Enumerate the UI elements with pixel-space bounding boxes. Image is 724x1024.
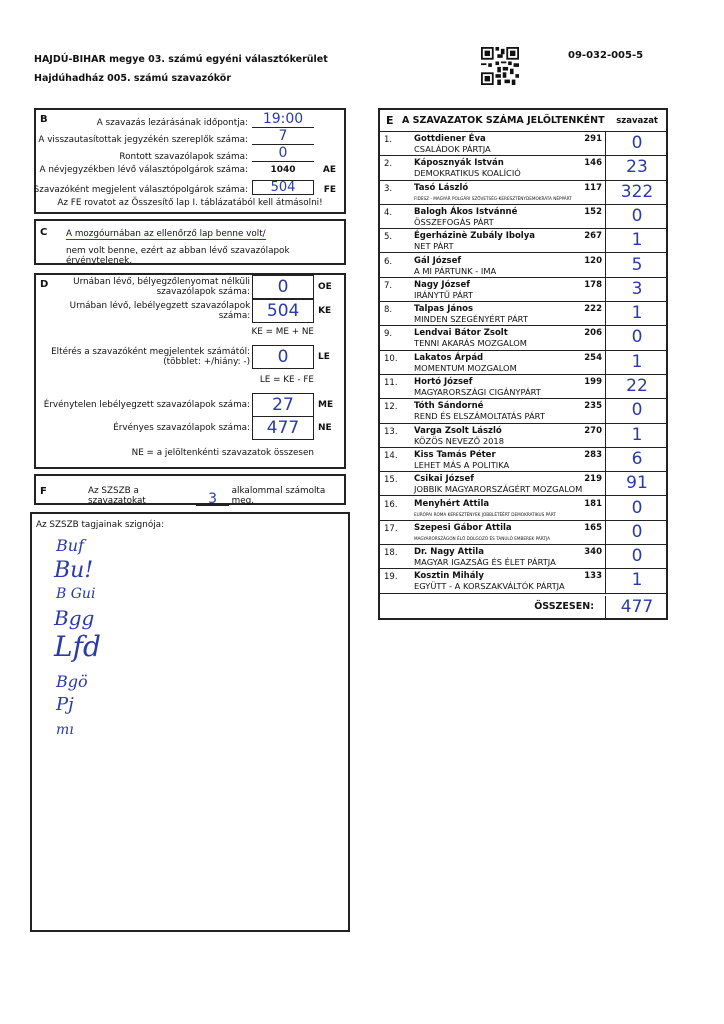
candidate-party: ÖSSZEFOGÁS PÁRT — [414, 216, 494, 227]
candidate-row — [380, 569, 666, 593]
candidate-name: Menyhért Attila — [414, 498, 490, 509]
candidate-name: Kiss Tamás Péter — [414, 449, 496, 460]
candidate-party: A MI PÁRTUNK - IMA — [414, 265, 497, 276]
candidate-number: 3. — [384, 183, 393, 194]
formula-ne: NE = a jelöltenkénti szavazatok összesen — [131, 448, 314, 458]
candidate-id: 133 — [584, 571, 602, 582]
section-b — [34, 108, 346, 214]
candidate-votes-field[interactable]: 23 — [605, 155, 668, 179]
code-fe: FE — [323, 185, 336, 195]
code-oe: OE — [318, 282, 332, 292]
candidate-name: Dr. Nagy Attila — [414, 547, 484, 558]
candidate-votes-field[interactable]: 1 — [605, 423, 668, 447]
candidate-id: 235 — [584, 401, 602, 412]
candidate-party: DEMOKRATIKUS KOALÍCIÓ — [414, 168, 521, 179]
invalid-ballots-row — [44, 393, 338, 417]
total-votes-field[interactable]: 477 — [605, 596, 668, 618]
votes-column-header: szavazat — [616, 116, 658, 126]
count-times-sentence: Az SZSZB a szavazatokat 3 alkalommal számolta meg. — [88, 486, 326, 507]
unstamped-ballots-field[interactable]: 0 — [252, 275, 314, 299]
difference-label: Eltérés a szavazóként megjelentek számától: (többlet: +/hiány: -) — [51, 347, 250, 367]
voters-appeared-field[interactable]: 504 — [252, 180, 314, 195]
table-title: A SZAVAZATOK SZÁMA JELÖLTENKÉNT — [402, 115, 605, 126]
candidate-id: 178 — [584, 279, 602, 290]
candidate-name: Varga Zsolt László — [414, 425, 502, 436]
candidate-votes-table — [378, 108, 668, 620]
section-f — [34, 474, 346, 505]
candidate-votes-field[interactable]: 0 — [605, 544, 668, 568]
candidate-row — [380, 545, 666, 569]
invalid-ballots-label: Érvénytelen lebélyegzett szavazólapok száma: — [43, 400, 250, 410]
formula-le: LE = KE - FE — [259, 375, 314, 385]
candidate-row — [380, 375, 666, 399]
candidate-name: Lakatos Árpád — [414, 352, 484, 363]
candidate-id: 283 — [584, 449, 602, 460]
candidate-row — [380, 278, 666, 302]
candidate-number: 15. — [384, 475, 398, 486]
candidate-name: Nagy József — [414, 279, 470, 290]
unstamped-ballots-row — [73, 275, 338, 299]
spoiled-ballots-label: Rontott szavazólapok száma: — [119, 152, 248, 162]
candidate-name: Hortó József — [414, 377, 473, 387]
section-c — [34, 219, 346, 265]
candidate-id: 291 — [584, 134, 602, 144]
candidate-party: MAGYARORSZÁGI CIGÁNYPÁRT — [414, 387, 541, 397]
signature: Pj — [56, 694, 74, 715]
stamped-ballots-label: Urnában lévő, lebélyegzett szavazólapok száma: — [69, 301, 251, 321]
stamped-ballots-field[interactable]: 504 — [252, 299, 314, 323]
candidate-number: 5. — [384, 232, 393, 243]
voters-appeared-row — [34, 180, 336, 195]
count-times-field[interactable]: 3 — [196, 493, 228, 506]
candidate-votes-field[interactable]: 5 — [605, 253, 668, 277]
candidate-party: TENNI AKARÁS MOZGALOM — [414, 338, 527, 349]
candidate-party: EURÓPAI ROMA KERESZTÉNYEK JOBBLÉTÉÉRT DEMOKRATIKUS PÁRT — [414, 511, 556, 517]
closing-time-field[interactable]: 19:00 — [252, 112, 314, 128]
candidate-votes-field[interactable]: 1 — [605, 568, 668, 592]
candidate-name: Szepesi Gábor Attila — [414, 522, 512, 533]
candidate-votes-field[interactable]: 3 — [605, 277, 668, 301]
candidate-id: 219 — [584, 474, 602, 485]
candidate-party: MINDEN SZEGÉNYÉRT PÁRT — [414, 314, 528, 325]
candidate-name: Talpas János — [414, 304, 474, 315]
candidate-number: 8. — [384, 305, 393, 316]
candidate-number: 10. — [384, 353, 398, 364]
candidate-votes-field[interactable]: 0 — [605, 398, 668, 422]
rejected-count-label: A visszautasítottak jegyzékén szereplők száma: — [38, 135, 248, 145]
candidate-id: 270 — [584, 425, 602, 436]
candidate-row — [380, 205, 666, 229]
candidate-votes-field[interactable]: 22 — [605, 374, 668, 398]
registered-voters-label: A névjegyzékben lévő választópolgárok száma: — [39, 165, 248, 175]
code-ae: AE — [322, 165, 336, 175]
candidate-party: CSALÁDOK PÁRTJA — [414, 144, 491, 154]
closing-time-row — [97, 112, 336, 128]
candidate-number: 1. — [384, 135, 393, 145]
candidate-name: Káposznyák István — [414, 158, 504, 169]
valid-ballots-label: Érvényes szavazólapok száma: — [113, 423, 250, 433]
signature: Bu! — [54, 558, 94, 583]
candidate-party: NET PÁRT — [414, 241, 454, 252]
section-b-letter: B — [40, 114, 48, 125]
candidate-row — [380, 448, 666, 472]
candidate-name: Balogh Ákos Istvánné — [414, 206, 518, 217]
signature: Buf — [56, 536, 84, 555]
candidate-row — [380, 472, 666, 496]
signature: Lfd — [54, 630, 101, 663]
table-header — [380, 110, 666, 132]
code-le: LE — [318, 352, 330, 362]
registered-voters-row — [40, 165, 336, 175]
candidate-name: Csikai József — [414, 474, 474, 485]
candidate-number: 2. — [384, 159, 393, 170]
candidate-votes-field[interactable]: 0 — [605, 496, 668, 520]
candidate-number: 14. — [384, 450, 398, 461]
candidate-votes-field[interactable]: 0 — [605, 325, 668, 349]
candidate-id: 120 — [584, 255, 602, 266]
candidate-id: 181 — [584, 498, 602, 509]
section-d-letter: D — [40, 279, 49, 290]
candidate-number: 12. — [384, 402, 398, 413]
candidate-row — [380, 497, 666, 521]
candidate-party: IRÁNYTŰ PÁRT — [414, 289, 473, 300]
candidate-name: Tóth Sándorné — [414, 401, 484, 412]
candidate-votes-field[interactable]: 6 — [605, 447, 668, 471]
candidate-row — [380, 424, 666, 448]
total-label: ÖSSZESEN: — [534, 601, 594, 612]
section-c-letter: C — [40, 227, 48, 238]
candidate-row — [380, 132, 666, 156]
signatures-title: Az SZSZB tagjainak szignója: — [36, 520, 165, 530]
candidate-party: MOMENTUM MOZGALOM — [414, 362, 517, 373]
section-f-letter: F — [40, 486, 47, 497]
candidate-number: 6. — [384, 256, 393, 267]
signature: Bgö — [56, 672, 88, 691]
polling-station-title: Hajdúhadház 005. számú szavazókör — [34, 73, 232, 84]
document-id: 09-032-005-5 — [568, 50, 644, 61]
candidate-id: 267 — [584, 231, 602, 242]
candidate-votes-field[interactable]: 1 — [605, 350, 668, 374]
rejected-count-field[interactable]: 7 — [252, 129, 314, 145]
candidate-name: Lendvai Bátor Zsolt — [414, 328, 508, 339]
qr-code-icon — [481, 47, 519, 85]
candidate-row — [380, 181, 666, 205]
candidate-party: REND ÉS ELSZÁMOLTATÁS PÁRT — [414, 411, 545, 422]
candidate-name: Kosztin Mihály — [414, 571, 484, 582]
candidate-party: EGYÜTT - A KORSZAKVÁLTÓK PÁRTJA — [414, 581, 565, 592]
candidate-name: Gál József — [414, 255, 462, 266]
rejected-count-row — [38, 129, 336, 145]
candidate-number: 18. — [384, 548, 398, 559]
valid-ballots-row — [113, 416, 338, 440]
spoiled-ballots-row — [119, 146, 336, 162]
candidate-row — [380, 229, 666, 253]
candidate-id: 222 — [584, 304, 602, 315]
candidate-number: 17. — [384, 523, 398, 534]
candidate-row — [380, 302, 666, 326]
signature: Bgg — [54, 606, 95, 630]
candidate-id: 146 — [584, 158, 602, 169]
document-header — [34, 50, 328, 88]
unstamped-ballots-label: Urnában lévő, bélyegzőlenyomat nélküli szavazólapok száma: — [73, 277, 250, 297]
section-d — [34, 273, 346, 469]
spoiled-ballots-field[interactable]: 0 — [252, 146, 314, 162]
fe-copy-note: Az FE rovatot az Összesítő lap I. táblázatából kell átmásolni! — [57, 198, 323, 208]
candidate-number: 9. — [384, 329, 393, 340]
candidate-number: 13. — [384, 426, 398, 437]
mobile-urn-option-was-not[interactable]: nem volt benne, ezért az abban lévő szavazólapok érvénytelenek. — [66, 246, 290, 266]
invalid-ballots-field[interactable]: 27 — [252, 393, 314, 417]
total-row — [380, 596, 666, 618]
candidate-row — [380, 156, 666, 180]
candidate-id: 152 — [584, 206, 602, 217]
candidate-votes-field[interactable]: 1 — [605, 301, 668, 325]
code-ne: NE — [318, 423, 332, 433]
candidate-id: 340 — [584, 547, 602, 558]
candidate-id: 206 — [584, 328, 602, 339]
candidate-votes-field[interactable]: 0 — [605, 131, 668, 155]
signatures-box — [30, 512, 350, 932]
signature: B Gui — [56, 586, 96, 602]
candidate-name: Tasó László — [414, 182, 469, 193]
candidate-number: 16. — [384, 499, 398, 510]
candidate-party: JOBBIK MAGYARORSZÁGÉRT MOZGALOM — [414, 484, 583, 495]
candidate-votes-field[interactable]: 322 — [605, 180, 668, 204]
code-ke: KE — [318, 306, 332, 316]
candidate-votes-field[interactable]: 0 — [605, 520, 668, 544]
candidate-number: 11. — [384, 378, 398, 388]
valid-ballots-field[interactable]: 477 — [252, 416, 314, 440]
candidate-row — [380, 254, 666, 278]
candidate-id: 165 — [584, 522, 602, 533]
candidate-id: 117 — [584, 182, 602, 193]
formula-ke: KE = ME + NE — [251, 327, 314, 337]
signature: mı — [56, 722, 74, 738]
candidate-number: 7. — [384, 280, 393, 291]
code-me: ME — [318, 400, 334, 410]
registered-voters-value: 1040 — [270, 165, 296, 175]
candidate-votes-field[interactable]: 1 — [605, 228, 668, 252]
candidate-number: 19. — [384, 572, 398, 583]
candidate-row — [380, 326, 666, 350]
candidate-party: FIDESZ - MAGYAR POLGÁRI SZÖVETSÉG-KERESZTÉNYDEMOKRATA NÉPPÁRT — [414, 195, 572, 201]
candidate-number: 4. — [384, 207, 393, 218]
section-e-letter: E — [386, 114, 394, 127]
difference-row — [51, 345, 338, 369]
candidate-party: MAGYARORSZÁGON ÉLŐ DOLGOZÓ ÉS TANULÓ EMBEREK PÁRTJA — [414, 535, 550, 541]
candidate-row — [380, 399, 666, 423]
candidate-party: LEHET MÁS A POLITIKA — [414, 459, 510, 470]
candidate-id: 254 — [584, 352, 602, 363]
candidate-name: Égerházinè Zubály Ibolya — [414, 231, 535, 242]
closing-time-label: A szavazás lezárásának időpontja: — [96, 118, 248, 128]
candidate-name: Gottdiener Éva — [414, 134, 486, 144]
mobile-urn-option-was[interactable]: A mozgóurnában az ellenőrző lap benne volt/ — [66, 229, 266, 239]
candidate-votes-field[interactable]: 91 — [605, 471, 668, 495]
district-title: HAJDÚ-BIHAR megye 03. számú egyéni választókerület — [34, 54, 328, 65]
candidate-party: KÖZÖS NEVEZŐ 2018 — [414, 435, 504, 446]
candidate-id: 199 — [584, 377, 602, 387]
candidate-party: MAGYAR IGAZSÁG ÉS ÉLET PÁRTJA — [414, 557, 556, 568]
candidate-row — [380, 351, 666, 375]
voters-appeared-label: Szavazóként megjelent választópolgárok száma: — [33, 185, 248, 195]
difference-field[interactable]: 0 — [252, 345, 314, 369]
candidate-votes-field[interactable]: 0 — [605, 204, 668, 228]
candidate-row — [380, 521, 666, 545]
stamped-ballots-row — [36, 299, 338, 323]
